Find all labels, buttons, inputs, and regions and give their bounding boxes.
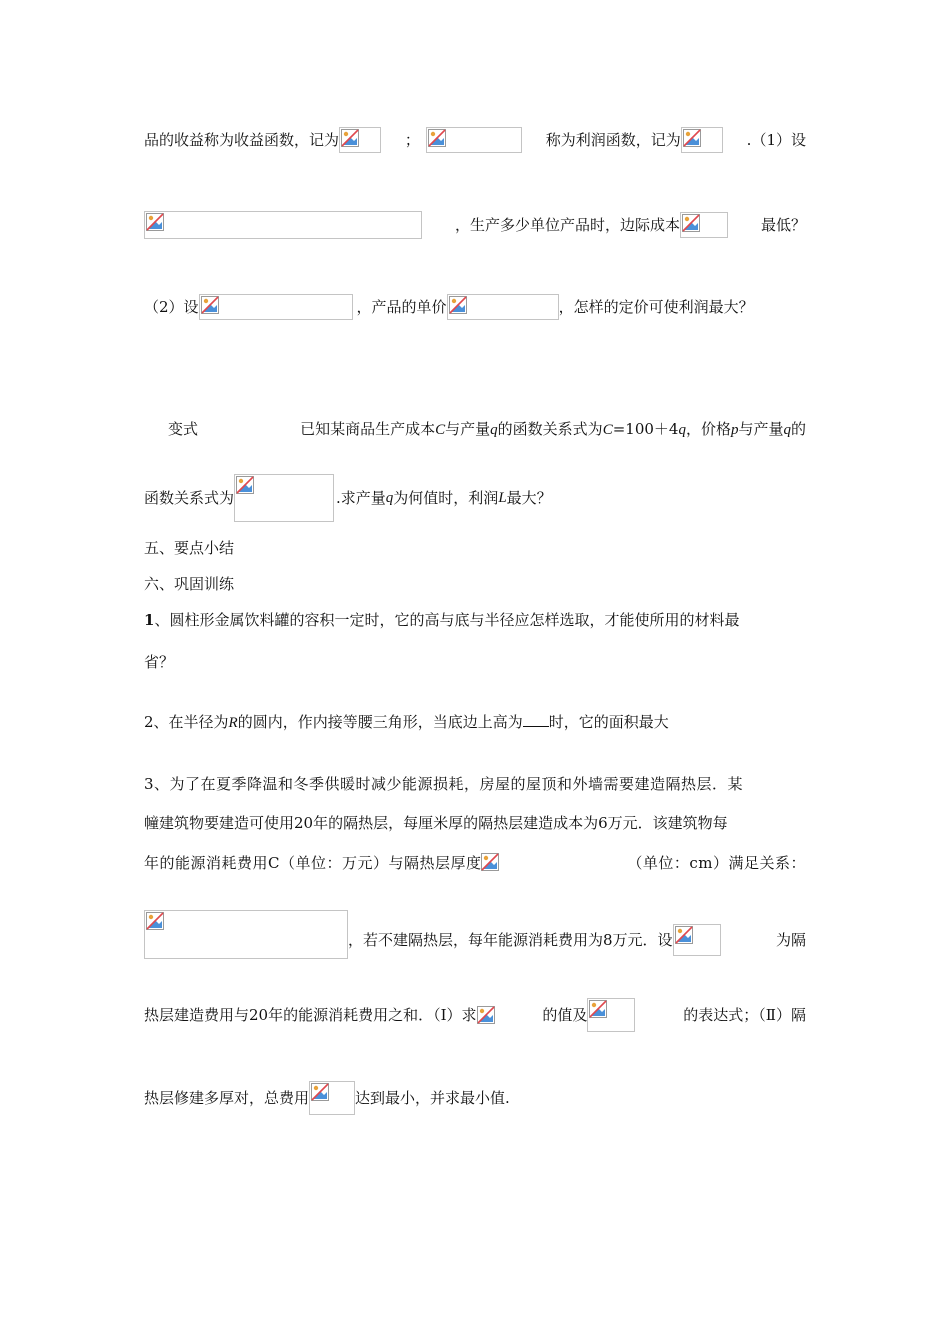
question-3-line-4: [144, 910, 806, 960]
text-segment: ，生产多少单位产品时，边际成本: [454, 216, 680, 234]
broken-image-icon: [449, 296, 467, 314]
section-heading-practice: 六、巩固训练: [144, 575, 235, 593]
broken-image-icon: [675, 926, 693, 944]
section-heading-summary: 五、要点小结: [144, 539, 235, 557]
math-variable: p: [730, 422, 739, 438]
text-segment: ；: [404, 131, 420, 149]
broken-image-icon: [341, 129, 359, 147]
text-segment: 为何值时，利润: [393, 489, 499, 507]
text-segment: ，怎样的定价可使利润最大？: [558, 298, 754, 316]
text-segment: .（1）设: [746, 131, 806, 149]
broken-image-icon: [236, 476, 254, 494]
text-segment: 达到最小，并求最小值.: [355, 1089, 510, 1107]
formula-image-placeholder: [680, 212, 728, 238]
math-variable: q: [490, 422, 498, 438]
formula-image-placeholder: [144, 211, 422, 239]
broken-image-icon: [682, 214, 700, 232]
math-variable: q: [783, 422, 791, 438]
text-segment: 的: [790, 420, 806, 438]
broken-image-icon: [428, 129, 446, 147]
formula-image-placeholder: [681, 127, 723, 153]
text-segment: ，若不建隔热层，每年能源消耗费用为8万元．设: [348, 931, 673, 949]
answer-blank: [523, 710, 549, 727]
text-segment: 与产量: [738, 420, 784, 438]
text-segment: 最大？: [506, 489, 552, 507]
question-1-line-1: [144, 609, 806, 631]
paragraph-line-2: [144, 211, 806, 239]
text-segment: 函数关系式为: [144, 489, 235, 507]
question-1-line-2: 省？: [144, 653, 175, 671]
broken-image-icon: [146, 912, 164, 930]
text-segment: 年的能源消耗费用C（单位：万元）与隔热层厚度: [144, 854, 482, 872]
paragraph-line-4: [168, 418, 806, 441]
question-3-line-1: [144, 773, 806, 795]
broken-image-icon: [481, 853, 499, 871]
math-variable: C: [435, 422, 446, 438]
formula-image-placeholder: [144, 910, 348, 959]
text-segment: （2）设: [144, 298, 199, 316]
text-segment: =100＋4: [612, 420, 679, 438]
text-segment: 为隔: [775, 931, 806, 949]
paragraph-line-5: [144, 474, 552, 522]
text-segment: 的圆内，作内接等腰三角形，当底边上高为: [237, 713, 523, 731]
question-number: 1: [144, 611, 155, 629]
text-segment: 幢建筑物要建造可使用20年的隔热层，每厘米厚的隔热层建造成本为6万元．该建筑物每: [144, 814, 728, 832]
text-segment: 3、为了在夏季降温和冬季供暖时减少能源损耗，房屋的屋顶和外墙需要建造隔热层．某: [144, 775, 744, 793]
text-segment: 已知某商品生产成本: [300, 420, 436, 438]
formula-image-placeholder: [477, 1002, 495, 1028]
text-segment: ，产品的单价: [356, 298, 447, 316]
text-segment: 与产量: [445, 420, 491, 438]
math-variable: R: [228, 715, 238, 731]
math-variable: q: [385, 490, 394, 506]
question-3-line-5: [144, 998, 806, 1032]
formula-image-placeholder: [447, 294, 559, 320]
math-variable: L: [498, 490, 507, 506]
text-segment: 2、在半径为: [144, 713, 229, 731]
paragraph-line-1: [144, 127, 806, 153]
formula-image-placeholder: [234, 474, 334, 522]
broken-image-icon: [201, 296, 219, 314]
text-segment: 的函数关系式为: [497, 420, 603, 438]
question-3-line-3: [144, 852, 806, 874]
text-segment: 变式: [168, 420, 199, 438]
question-2: [144, 710, 669, 734]
broken-image-icon: [477, 1006, 495, 1024]
text-segment: 热层建造费用与20年的能源消耗费用之和．（Ⅰ）求: [144, 1006, 477, 1024]
formula-image-placeholder: [673, 924, 721, 956]
broken-image-icon: [683, 129, 701, 147]
question-3-line-2: [144, 812, 806, 834]
text-segment: 称为利润函数，记为: [545, 131, 681, 149]
text-segment: 最低？: [760, 216, 806, 234]
text-segment: 热层修建多厚对，总费用: [144, 1089, 310, 1107]
broken-image-icon: [311, 1083, 329, 1101]
text-segment: .求产量: [336, 489, 386, 507]
formula-image-placeholder: [199, 294, 353, 320]
formula-image-placeholder: [339, 127, 381, 153]
broken-image-icon: [146, 213, 164, 231]
formula-image-placeholder: [309, 1081, 355, 1115]
question-3-line-6: [144, 1081, 510, 1115]
math-variable: C: [602, 422, 613, 438]
broken-image-icon: [589, 1000, 607, 1018]
text-segment: 品的收益称为收益函数，记为: [144, 131, 340, 149]
formula-image-placeholder: [587, 998, 635, 1032]
text-segment: ，价格: [685, 420, 731, 438]
text-segment: 的表达式；（Ⅱ）隔: [683, 1006, 806, 1024]
paragraph-line-3: [144, 294, 754, 320]
formula-image-placeholder: [481, 853, 501, 873]
math-variable: q: [678, 422, 686, 438]
text-segment: 、圆柱形金属饮料罐的容积一定时，它的高与底与半径应怎样选取，才能使所用的材料最: [154, 611, 740, 629]
text-segment: （单位：cm）满足关系：: [627, 854, 806, 872]
formula-image-placeholder: [426, 127, 522, 153]
text-segment: 时，它的面积最大: [548, 713, 669, 731]
text-segment: 的值及: [542, 1006, 588, 1024]
